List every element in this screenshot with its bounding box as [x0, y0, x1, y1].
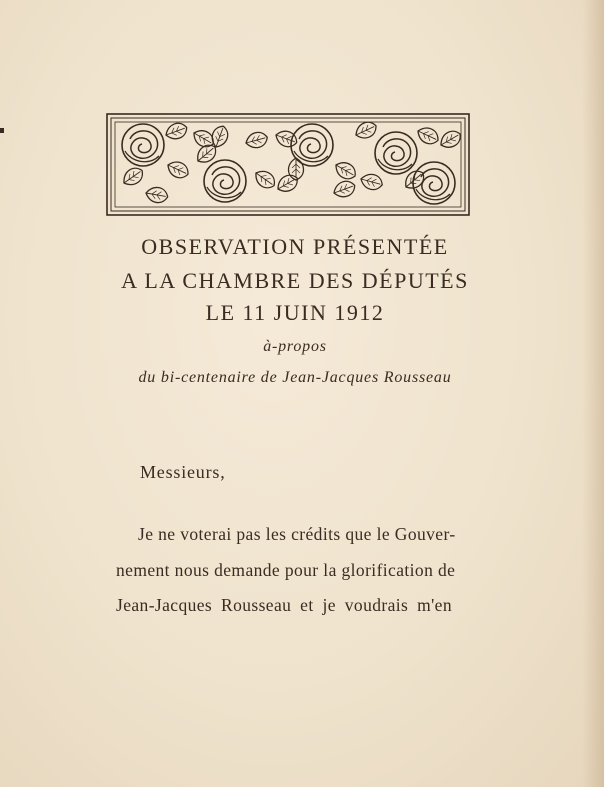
body-line-3: Jean-Jacques Rousseau et je voudrais m'en [116, 595, 452, 615]
title-line-3: LE 11 JUIN 1912 [205, 300, 385, 325]
rose-frieze-icon [106, 113, 470, 216]
subtitle-line-1: à-propos [263, 338, 327, 355]
body-line-2: nement nous demande pour la glorification de [116, 560, 456, 580]
salutation: Messieurs, [140, 462, 226, 482]
title-line-2: A LA CHAMBRE DES DÉPUTÉS [121, 268, 469, 293]
subtitle-line-2: du bi-centenaire de Jean-Jacques Rousseau [138, 369, 452, 386]
page-edge-mark [0, 128, 4, 133]
body-line-1: Je ne voterai pas les crédits que le Gouver- [138, 524, 456, 544]
title-line-1: OBSERVATION PRÉSENTÉE [141, 234, 449, 259]
